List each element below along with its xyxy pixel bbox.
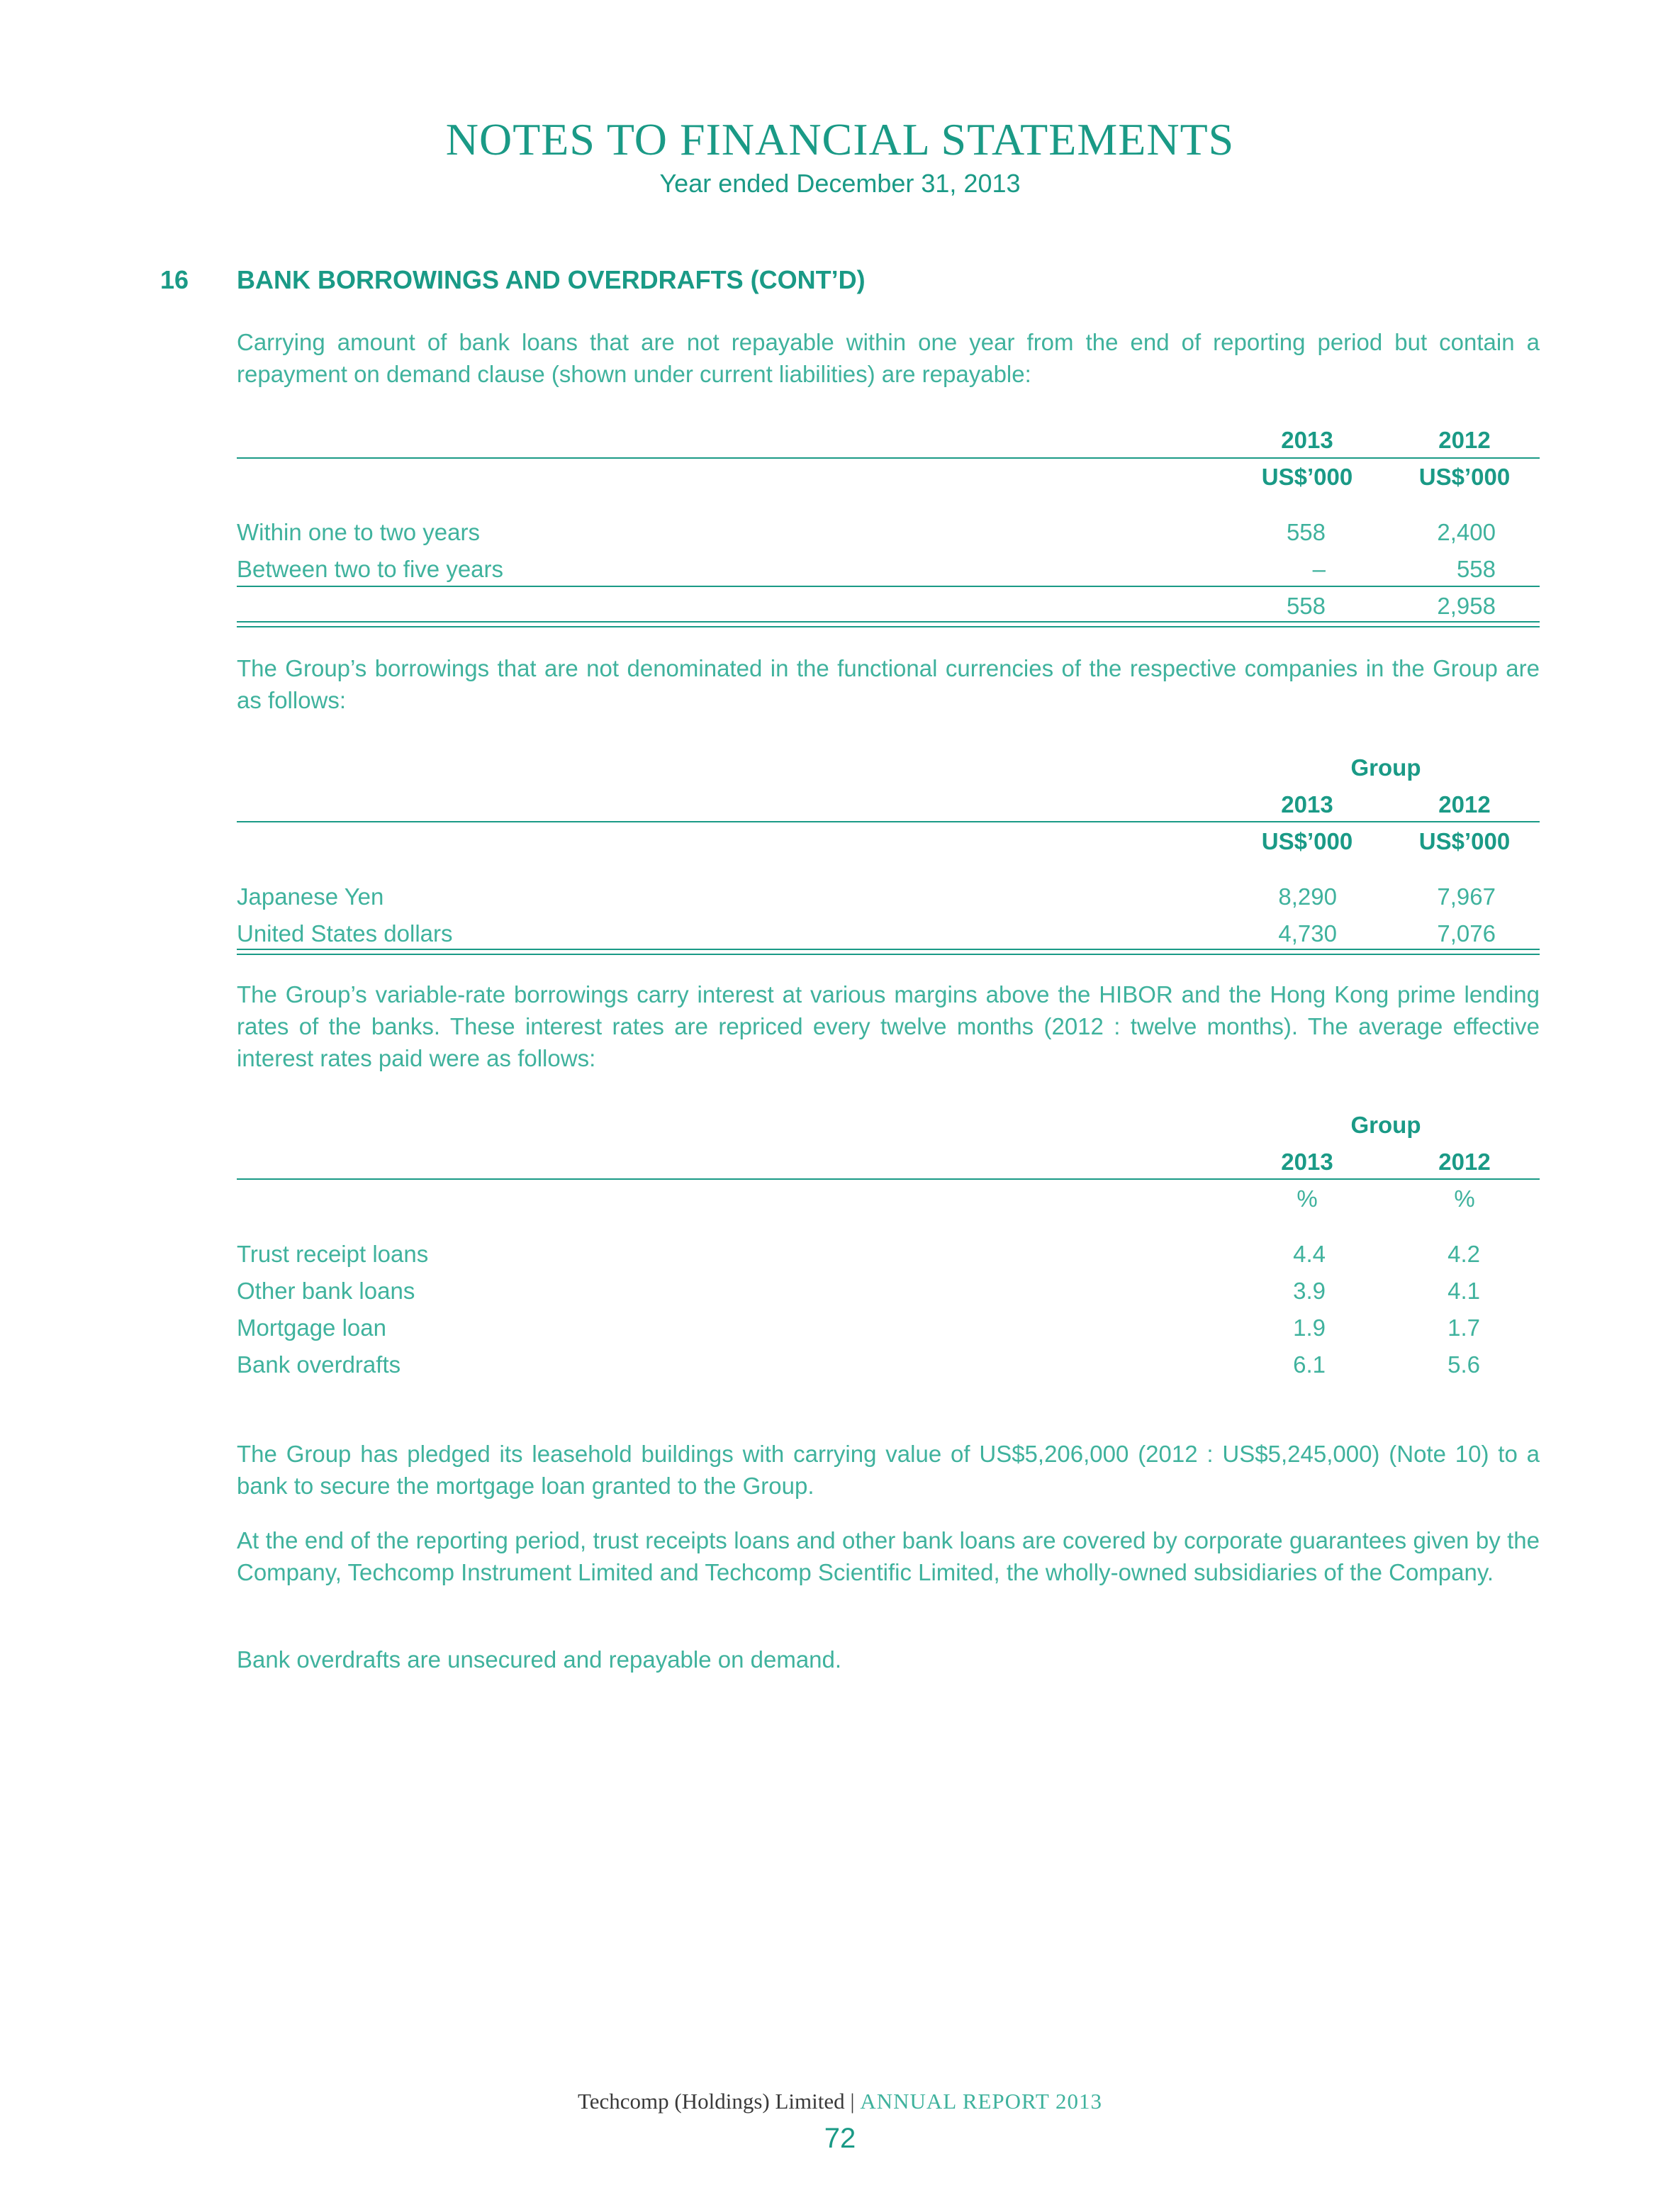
table-cell-2013: 8,290	[1278, 883, 1337, 910]
table1-year-2012: 2012	[1438, 427, 1491, 453]
table-cell-2012: 7,076	[1437, 920, 1496, 947]
table3-header-rule	[237, 1178, 1540, 1180]
paragraph-currency-intro: The Group’s borrowings that are not denominated in the functional currencies of the respective companies in the Group are as follows:	[237, 655, 1540, 713]
paragraph-interest-rates-intro: The Group’s variable-rate borrowings carry interest at various margins above the HIBOR and the Hong Kong prime lending rates of the banks. These interest rates are repriced every twelve months (2012 : twelve months). The average effective interest rates paid were as follows:	[237, 981, 1540, 1071]
table-cell-2012: 4.1	[1447, 1278, 1480, 1304]
section-title: BANK BORROWINGS AND OVERDRAFTS (CONT’D)	[237, 265, 866, 294]
section-number: 16	[160, 265, 189, 294]
page-title: NOTES TO FINANCIAL STATEMENTS	[445, 114, 1235, 164]
table2-year-2012: 2012	[1438, 791, 1491, 817]
table-cell-2013: 3.9	[1293, 1278, 1326, 1304]
table-cell-2012: 5.6	[1447, 1351, 1480, 1378]
table3-year-2013: 2013	[1281, 1149, 1333, 1175]
table1-year-2013: 2013	[1281, 427, 1333, 453]
table-cell-2013: 6.1	[1293, 1351, 1326, 1378]
table-row-label: Bank overdrafts	[237, 1351, 401, 1378]
table-cell-2012: 7,967	[1437, 883, 1496, 910]
table1-total-2013: 558	[1286, 593, 1326, 619]
table1-unit-2012: US$’000	[1418, 464, 1511, 490]
table-cell-2013: 558	[1286, 519, 1326, 545]
footer-company-name: Techcomp (Holdings) Limited	[577, 2089, 845, 2114]
table1-subtotal-rule	[237, 586, 1540, 587]
footer-separator: |	[850, 2089, 855, 2114]
paragraph-pledged-buildings: The Group has pledged its leasehold buildings with carrying value of US$5,206,000 (2012 : US$5,245,000) (Note 10) to a bank to secure the mortgage loan granted to the Group.	[237, 1441, 1540, 1499]
table-cell-2012: 4.2	[1447, 1241, 1480, 1267]
table1-header-rule	[237, 457, 1540, 459]
table2-total-double-rule	[237, 949, 1540, 955]
table-row-label: Between two to five years	[237, 556, 504, 582]
table-row-label: Mortgage loan	[237, 1315, 386, 1341]
table3-group-header: Group	[1350, 1112, 1421, 1138]
table2-unit-2013: US$’000	[1261, 828, 1353, 854]
footer-report-line	[0, 2089, 1680, 2114]
table-row-label: United States dollars	[237, 920, 453, 947]
table-cell-2012: 1.7	[1447, 1315, 1480, 1341]
table-cell-2012: 2,400	[1437, 519, 1496, 545]
table-row-label: Trust receipt loans	[237, 1241, 429, 1267]
footer-report-name: ANNUAL REPORT 2013	[860, 2089, 1102, 2114]
table-row-label: Other bank loans	[237, 1278, 415, 1304]
table1-total-2012: 2,958	[1437, 593, 1496, 619]
table-row-label: Japanese Yen	[237, 883, 384, 910]
table1-unit-2013: US$’000	[1261, 464, 1353, 490]
paragraph-corporate-guarantees: At the end of the reporting period, trust receipts loans and other bank loans are covered by corporate guarantees given by the Company, Techcomp Instrument Limited and Techcomp Scientific Limited, the wholly-owned subsidiaries of the Company.	[237, 1527, 1540, 1585]
table2-header-rule	[237, 821, 1540, 822]
paragraph-repayment-intro: Carrying amount of bank loans that are not repayable within one year from the end of reporting period but contain a repayment on demand clause (shown under current liabilities) are repayable:	[237, 329, 1540, 387]
table2-group-header: Group	[1350, 754, 1421, 781]
table1-total-double-rule	[237, 621, 1540, 627]
table-cell-2013: 4.4	[1293, 1241, 1326, 1267]
table-row-label: Within one to two years	[237, 519, 480, 545]
table3-unit-2013: %	[1297, 1185, 1318, 1212]
table2-year-2013: 2013	[1281, 791, 1333, 817]
table-cell-2012: 558	[1456, 556, 1496, 582]
table-cell-2013: 4,730	[1278, 920, 1337, 947]
paragraph-overdrafts: Bank overdrafts are unsecured and repayable on demand.	[237, 1646, 842, 1673]
page-subtitle: Year ended December 31, 2013	[659, 169, 1021, 198]
table2-unit-2012: US$’000	[1418, 828, 1511, 854]
table-cell-2013: 1.9	[1293, 1315, 1326, 1341]
page-number: 72	[824, 2123, 856, 2154]
table-cell-2013: –	[1312, 556, 1326, 582]
table3-year-2012: 2012	[1438, 1149, 1491, 1175]
table3-unit-2012: %	[1454, 1185, 1475, 1212]
